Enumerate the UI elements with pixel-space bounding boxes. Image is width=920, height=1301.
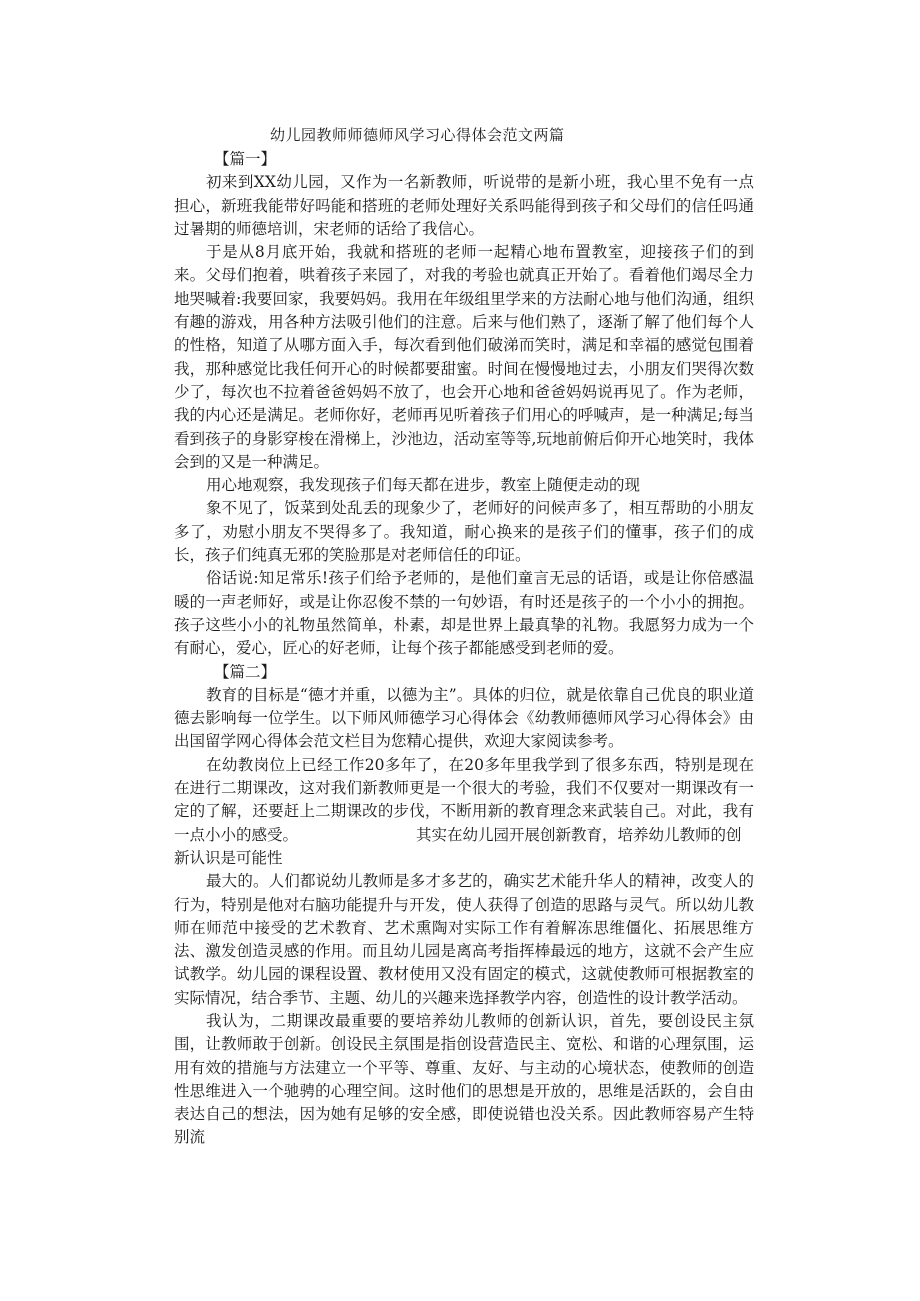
paragraph: 我认为，二期课改最重要的要培养幼儿教师的创新认识，首先，要创设民主氛围，让教师敢于创新。创设民主氛围是指创设营造民主、宽松、和谐的心理氛围，运用有效的措施与方法建立一个平等、尊重、友好、与主动的心境状态，使教师的创造性思维进入一个驰骋的心理空间。这时他们的思想是开放的，思维是活跃的，会自由表达自己的想法，因为她有足够的安全感，即使说错也没关系。因此教师容易产生特别流 [174,1011,754,1147]
paragraph-text: 其实在幼儿园开展创新教育，培养幼儿教师的创 [416,825,742,844]
document-body [174,148,754,1150]
paragraph: 初来到XX幼儿园，又作为一名新教师，听说带的是新小班，我心里不免有一点担心，新班我能带好吗能和搭班的老师处理好关系吗能得到孩子和父母们的信任吗通过暑期的师德培训，宋老师的话给了我信心。 [174,173,754,238]
paragraph: 教育的目标是“德才并重，以德为主”。具体的归位，就是依靠自己优良的职业道德去影响每一位学生。以下师风师德学习心得体会《幼教师德师风学习心得体会》由出国留学网心得体会范文栏目为您精心提供，欢迎大家阅读参考。 [174,685,754,751]
section-2-heading: 【篇二】 [214,662,277,681]
paragraph: 于是从8月底开始，我就和搭班的老师一起精心地布置教室，迎接孩子们的到来。父母们抱着，哄着孩子来园了，对我的考验也就真正开始了。看着他们竭尽全力地哭喊着:我要回家，我要妈妈。我用在年级组里学来的方法耐心地与他们沟通，组织有趣的游戏，用各种方法吸引他们的注意。后来与他们熟了，逐渐了解了他们每个人的性格，知道了从哪方面入手，每次看到他们破涕而笑时，满足和幸福的感觉包围着我，那种感觉比我任何开心的时候都要甜蜜。时间在慢慢地过去，小朋友们哭得次数少了，每次也不拉着爸爸妈妈不放了，也会开心地和爸爸妈妈说再见了。作为老师，我的内心还是满足。老师你好，老师再见听着孩子们用心的呼喊声，是一种满足;每当看到孩子的身影穿梭在滑梯上，沙池边，活动室等等,玩地前俯后仰开心地笑时，我体会到的又是一种满足。 [174,243,754,471]
paragraph: 俗话说:知足常乐!孩子们给予老师的，是他们童言无忌的话语，或是让你倍感温暖的一声老师好，或是让你忍俊不禁的一句妙语，有时还是孩子的一个小小的拥抱。孩子这些小小的礼物虽然简单，朴素，却是世界上最真挚的礼物。我愿努力成为一个有耐心，爱心，匠心的好老师，让每个孩子都能感受到老师的爱。 [174,569,754,658]
paragraph: 象不见了，饭菜到处乱丢的现象少了，老师好的问候声多了，相互帮助的小朋友多了，劝慰小朋友不哭得多了。我知道，耐心换来的是孩子们的懂事，孩子们的成长，孩子们纯真无邪的笑脸那是对老师信任的印证。 [174,499,754,565]
paragraph: 用心地观察，我发现孩子们每天都在进步，教室上随便走动的现 [206,476,641,495]
paragraph-text: 在幼教岗位上已经工作20多年了，在20多年里我学到了很多东西，特别是现在在进行二期课改，这对我们新教师更是一个很大的考验，我们不仅要对一期课改有一定的了解，还要赶上二期课改的步伐，不断用新的教育理念来武装自己。对此，我有一点小小的感受。 [174,755,754,844]
paragraph: 新认识是可能性 [174,848,283,867]
document-title: 幼儿园教师师德师风学习心得体会范文两篇 [270,126,565,144]
section-1-heading: 【篇一】 [214,150,277,168]
paragraph: 最大的。人们都说幼儿教师是多才多艺的，确实艺术能升华人的精神，改变人的行为，特别是他对右脑功能提升与开发，使人获得了创造的思路与灵气。所以幼儿教师在师范中接受的艺术教育、艺术熏陶对实际工作有着解冻思维僵化、拓展思维方法、激发创造灵感的作用。而且幼儿园是离高考指挥棒最远的地方，这就不会产生应试教学。幼儿园的课程设置、教材使用又没有固定的模式，这就使教师可根据教室的实际情况，结合季节、主题、幼儿的兴趣来选择教学内容，创造性的设计教学活动。 [174,872,754,1007]
paragraph [174,754,754,847]
